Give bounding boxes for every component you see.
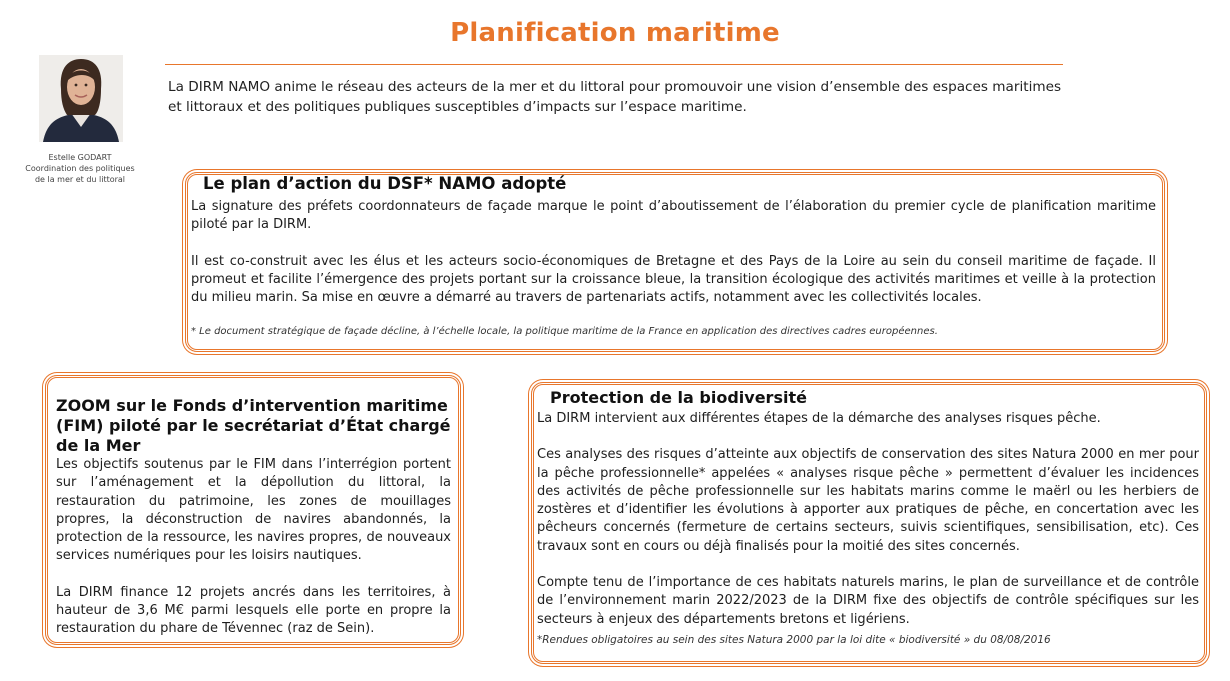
dsf-title: Le plan d’action du DSF* NAMO adopté (203, 174, 567, 193)
title-divider (165, 64, 1063, 65)
biodiversity-body (537, 410, 1199, 649)
person-role-1: Coordination des politiques (25, 164, 135, 173)
biodiversity-paragraph-1: La DIRM intervient aux différentes étapes de la démarche des analyses risques pêche. (537, 411, 1101, 426)
fim-paragraph-1: Les objectifs soutenus par le FIM dans l’interrégion portent sur l’aménagement et la dépollution du littoral, la restauration du patrimoine, les zones de mouillages propres, la déconstruction de navires abandonnés, la protection de la ressource, les navires propres, de nouveaux services numériques pour les loisirs nautiques. (56, 457, 451, 564)
biodiversity-paragraph-3: Compte tenu de l’importance de ces habitats naturels marins, le plan de surveillance et de contrôle de l’environnement marin 2022/2023 de la DIRM fixe des objectifs de contrôle spécifiques sur les secteurs à enjeux des départements bretons et ligériens. (537, 575, 1199, 627)
intro-text: La DIRM NAMO anime le réseau des acteurs de la mer et du littoral pour promouvoir une vision d’ensemble des espaces maritimes et littoraux et des politiques publiques susceptibles d’impacts sur l’espace maritime. (168, 79, 1062, 115)
fim-body (56, 456, 451, 639)
biodiversity-footnote: *Rendues obligatoires au sein des sites Natura 2000 par la loi dite « biodiversité » du 08/08/2016 (537, 633, 1051, 646)
dsf-body (191, 198, 1156, 342)
dsf-paragraph-1: La signature des préfets coordonnateurs de façade marque le point d’aboutissement de l’élaboration du premier cycle de planification maritime piloté par la DIRM. (191, 199, 1156, 233)
dsf-footnote: * Le document stratégique de façade décline, à l’échelle locale, la politique maritime de la France en application des directives cadres européennes. (191, 326, 938, 338)
dsf-paragraph-2: Il est co-construit avec les élus et les acteurs socio-économiques de Bretagne et des Pays de la Loire au sein du conseil maritime de façade. Il promeut et facilite l’émergence des projets portant sur la croissance bleue, la transition écologique des activités maritimes et veille à la protection du milieu marin. Sa mise en œuvre a démarré au travers de partenariats actifs, notamment avec les collectivités locales. (191, 253, 1156, 306)
biodiversity-paragraph-2: Ces analyses des risques d’atteinte aux objectifs de conservation des sites Natura 2000 en mer pour la pêche professionnelle* appelées « analyses risque pêche » permettent d’évaluer les incidences des activités de pêche professionnelle sur les habitats marins comme le maërl ou les herbiers de zostères et d’identifier les évolutions à apporter aux pratiques de pêche, en concertation avec les pêcheurs concernés (fermeture de certains secteurs, suivis scientifiques, sensibilisation, etc). Ces travaux sont en cours ou déjà finalisés pour la moitié des sites concernés. (537, 447, 1199, 554)
person-name: Estelle GODART (48, 153, 112, 162)
person-caption (10, 152, 150, 185)
fim-title: ZOOM sur le Fonds d’intervention maritime (FIM) piloté par le secrétariat d’État chargé de la Mer (56, 396, 451, 455)
portrait-photo (39, 55, 123, 142)
person-role-2: de la mer et du littoral (34, 175, 126, 184)
page-title: Planification maritime (450, 18, 780, 48)
biodiversity-title: Protection de la biodiversité (550, 388, 807, 407)
fim-paragraph-2: La DIRM finance 12 projets ancrés dans les territoires, à hauteur de 3,6 M€ parmi lesquels elle porte en propre la restauration du phare de Tévennec (raz de Sein). (56, 584, 451, 637)
